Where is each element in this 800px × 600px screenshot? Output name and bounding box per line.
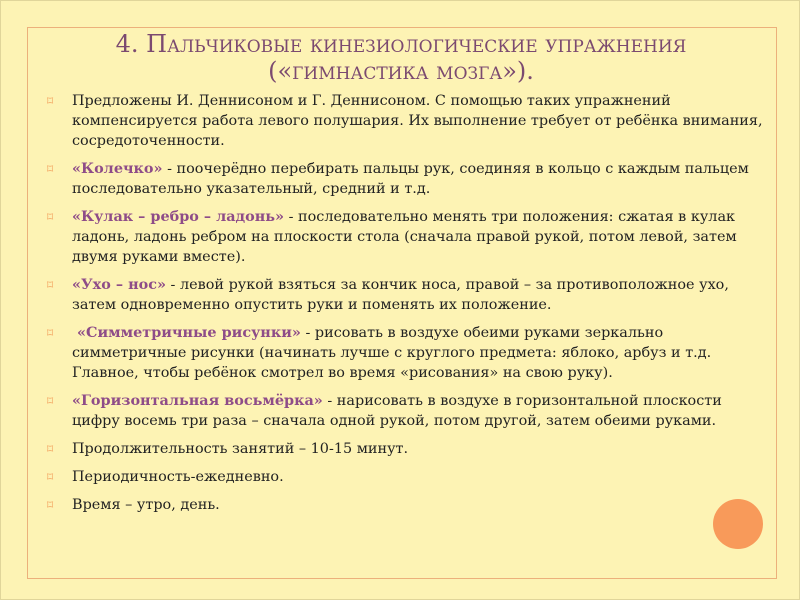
bullet-icon: ⌑ (47, 162, 54, 176)
list-item (47, 275, 767, 315)
bullet-icon: ⌑ (47, 394, 54, 408)
item-term: «Кулак – ребро – ладонь» (72, 208, 285, 225)
list-item (47, 323, 767, 383)
bullet-icon: ⌑ (47, 498, 54, 512)
bullet-icon: ⌑ (47, 278, 54, 292)
item-text: - левой рукой взяться за кончик носа, правой – за противоположное ухо, затем одновременно опустить руки и поменять их положение. (72, 277, 729, 313)
list-item (47, 467, 767, 487)
bullet-icon: ⌑ (47, 442, 54, 456)
bullet-icon: ⌑ (47, 470, 54, 484)
bullet-icon: ⌑ (47, 326, 54, 340)
slide-title-line-2: («гимнастика мозга»). (268, 57, 534, 85)
item-text: Время – утро, день. (72, 497, 220, 513)
list-item (47, 439, 767, 459)
list-item (47, 159, 767, 199)
list-item (47, 91, 767, 151)
item-text: - поочерёдно перебирать пальцы рук, соединяя в кольцо с каждым пальцем последовательно указательный, средний и т.д. (72, 161, 749, 197)
bullet-icon: ⌑ (47, 210, 54, 224)
item-text: Периодичность-ежедневно. (72, 469, 284, 485)
bullet-list (47, 91, 767, 523)
item-text: - последовательно менять три положения: сжатая в кулак ладонь, ладонь ребром на плоскости стола (сначала правой рукой, потом левой, затем двумя руками вместе). (72, 209, 737, 265)
item-text: - нарисовать в воздухе в горизонтальной плоскости цифру восемь три раза – сначала одной рукой, потом другой, затем обеими руками. (72, 393, 722, 429)
item-text: - рисовать в воздухе обеими руками зеркально симметричные рисунки (начинать лучше с круглого предмета: яблоко, арбуз и т.д. Главное, чтобы ребёнок смотрел во время «рисования» на свою руку). (72, 325, 712, 381)
item-text: Предложены И. Деннисоном и Г. Деннисоном. С помощью таких упражнений компенсируется работа левого полушария. Их выполнение требует от ребёнка внимания, сосредоточенности. (72, 93, 763, 149)
item-term: «Ухо – нос» (72, 276, 166, 293)
item-text: Продолжительность занятий – 10-15 минут. (72, 441, 409, 457)
bullet-icon: ⌑ (47, 94, 54, 108)
list-item (47, 207, 767, 267)
list-item (47, 495, 767, 515)
list-item (47, 391, 767, 431)
item-term: «Симметричные рисунки» (72, 324, 301, 341)
item-term: «Колечко» (72, 160, 163, 177)
slide-title-line-1: 4. Пальчиковые кинезиологические упражнения (115, 30, 687, 58)
item-term: «Горизонтальная восьмёрка» (72, 392, 323, 409)
